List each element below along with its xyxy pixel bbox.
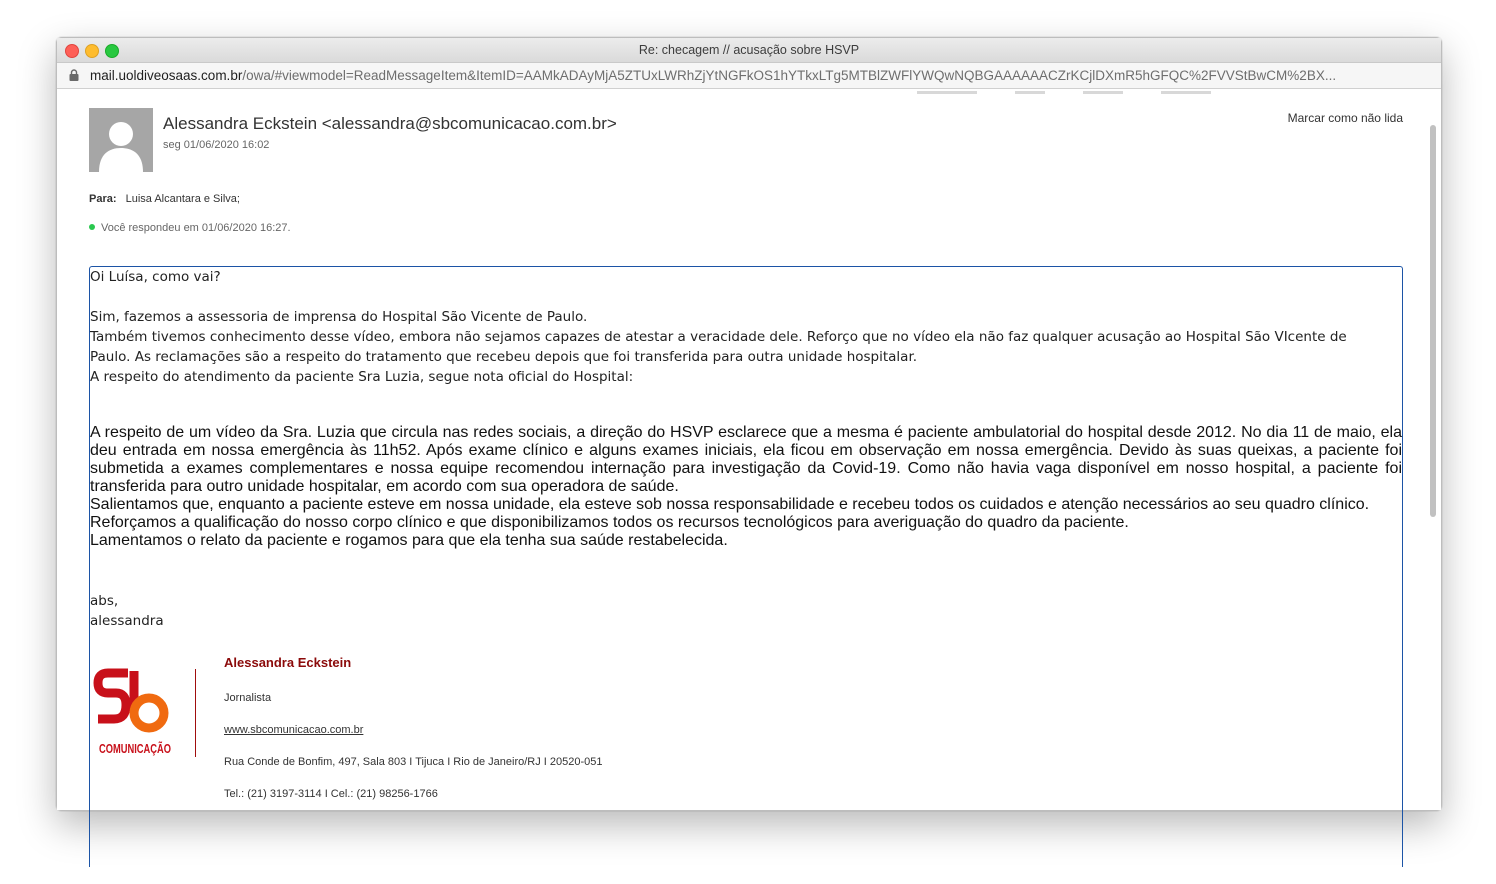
note-paragraph: Lamentamos o relato da paciente e rogamos para que ela tenha sua saúde restabelecida. [90,532,728,549]
reply-paragraphs [90,307,1390,387]
title-bar[interactable] [57,38,1441,63]
message-body[interactable] [89,266,1403,867]
note-paragraph: Reforçamos a qualificação do nosso corpo clínico e que disponibilizamos todos os recursos tecnológicos para averiguação do quadro da paciente. [90,514,1129,531]
clipped-toolbar [917,81,1297,91]
sb-comunicacao-logo [94,667,196,763]
signature-divider [195,669,196,757]
body-paragraph: A respeito do atendimento da paciente Sra Luzia, segue nota oficial do Hospital: [90,369,634,385]
url-host: mail.uoldiveosaas.com.br [90,68,243,83]
sender-avatar [89,108,153,172]
signature-name: Alessandra Eckstein [224,655,352,670]
message-date: seg 01/06/2020 16:02 [163,139,270,151]
to-label: Para: [89,193,117,205]
signature-website-row [224,724,603,736]
greeting-block [90,267,1390,287]
signature-block [224,655,603,800]
greeting: Oi Luísa, como vai? [90,269,221,285]
reading-pane [57,89,1441,810]
sender-name[interactable]: Alessandra Eckstein <alessandra@sbcomunicacao.com.br> [163,114,617,133]
body-paragraph: Sim, fazemos a assessoria de imprensa do Hospital São Vicente de Paulo. [90,309,588,325]
replied-notice-text: Você respondeu em 01/06/2020 16:27. [101,222,291,234]
scrollbar[interactable] [1429,125,1437,517]
website-link[interactable]: www.sbcomunicacao.com.br [224,724,364,736]
body-paragraph: Também tivemos conhecimento desse vídeo, embora não sejamos capazes de atestar a veracidade dele. Reforço que no vídeo ela não faz qualquer acusação ao Hospital São VIcente de Paulo. As reclamações são a respeito do tratamento que recebeu depois que foi transferida para outra unidade hospitalar. [90,329,1347,365]
person-icon [89,108,153,172]
note-paragraph: Salientamos que, enquanto a paciente esteve em nossa unidade, ela esteve sob nossa responsabilidade e recebeu todos os cuidados e atenção necessários ao seu quadro clínico. [90,496,1370,513]
signature-role: Jornalista [224,692,272,704]
logo-text: COMUNICAÇÃO [99,742,196,756]
official-note [90,424,1402,550]
scrollbar-thumb[interactable] [1430,125,1436,517]
window-title: Re: checagem // acusação sobre HSVP [638,43,860,57]
replied-notice [89,222,291,234]
note-paragraph: A respeito de um vídeo da Sra. Luzia que circula nas redes sociais, a direção do HSVP esclarece que a mesma é paciente ambulatorial do hospital desde 2012. No dia 11 de maio, ela deu entrada em nossa emergência às 11h52. Após exame clínico e alguns exames iniciais, ela ficou em observação em nossa emergência. Devido às suas queixas, a paciente foi submetida a exames complementares e nossa equipe recomendou internação para investigação da Covid-19. Como não havia vaga disponível em nosso hospital, a paciente foi transferida para outro unidade hospitalar, em acordo com sua operadora de saúde. [90,424,1402,495]
signature-phones: Tel.: (21) 3197-3114 I Cel.: (21) 98256-1766 [224,788,438,800]
url-path: /owa/#viewmodel=ReadMessageItem&ItemID=AAMkADAyMjA5ZTUxLWRhZjYtNGFkOS1hYTkxLTg5MTBlZWFlYWQwNQBGAAAAAACZrKCjlDXmR5hGFQC%2FVVStBwCM%2BX... [242,68,1337,83]
recipient[interactable]: Luisa Alcantara e Silva; [125,193,240,205]
mark-unread-button[interactable]: Marcar como não lida [1287,111,1403,125]
browser-window [56,37,1442,811]
recipients-line [89,193,240,205]
lock-icon [69,69,79,81]
status-dot-icon [89,224,95,230]
closing-line: abs, [90,593,119,609]
closing [90,591,164,631]
signature-address: Rua Conde de Bonfim, 497, Sala 803 I Tijuca I Rio de Janeiro/RJ I 20520-051 [224,756,603,768]
closing-line: alessandra [90,613,164,629]
